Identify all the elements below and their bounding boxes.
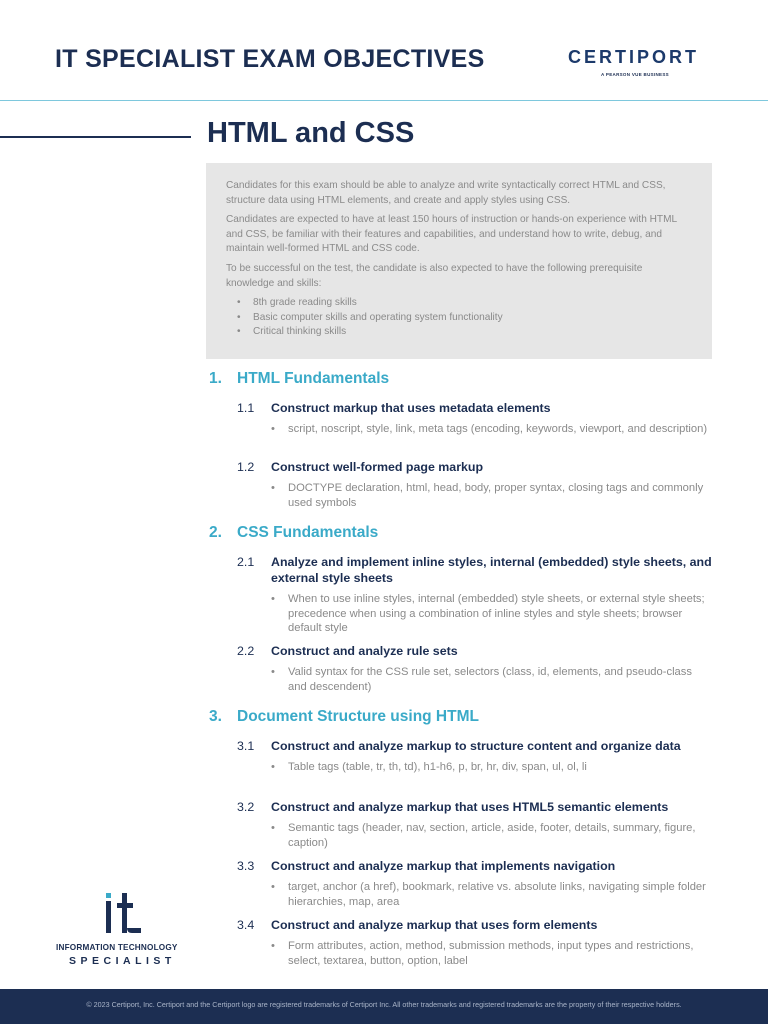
objective-detail: • Valid syntax for the CSS rule set, selectors (class, id, elements, and pseudo-class and descendent)	[237, 665, 715, 694]
section-number: 3.	[209, 708, 222, 725]
objective-number: 1.1	[237, 401, 255, 415]
objective-title-text: Construct and analyze markup that uses HTML5 semantic elements	[271, 800, 669, 814]
objective-title-text: Construct and analyze markup to structure content and organize data	[271, 739, 681, 753]
objective-title	[237, 799, 715, 815]
objective-title	[237, 554, 715, 586]
objective-number: 2.2	[237, 644, 255, 658]
objective-title	[237, 400, 715, 416]
intro-paragraph: Candidates for this exam should be able to analyze and write syntactically correct HTML and CSS, structure data using HTML elements, and create and apply styles using CSS.	[226, 180, 666, 206]
objective-3-3	[237, 858, 715, 909]
section-number: 2.	[209, 524, 222, 541]
objective-number: 3.3	[237, 859, 255, 873]
prerequisite-item: • Basic computer skills and operating system functionality	[226, 311, 692, 326]
objective-detail: • DOCTYPE declaration, html, head, body, proper syntax, closing tags and commonly used symbols	[237, 481, 715, 510]
objective-number: 1.2	[237, 460, 255, 474]
prerequisite-list	[226, 296, 692, 340]
it-specialist-logo	[56, 893, 194, 968]
certiport-logo	[568, 47, 713, 81]
objective-title-text: Analyze and implement inline styles, internal (embedded) style sheets, and external style sheets	[271, 555, 712, 585]
objective-title-text: Construct and analyze markup that uses form elements	[271, 918, 598, 932]
objective-number: 3.4	[237, 918, 255, 932]
certiport-logo-tagline: A PEARSON VUE BUSINESS	[601, 72, 669, 77]
objective-detail: • Form attributes, action, method, submission methods, input types and restrictions, select, textarea, button, option, label	[237, 939, 715, 968]
prerequisite-item: • Critical thinking skills	[226, 325, 692, 340]
objective-title	[237, 643, 715, 659]
section-css-fundamentals	[209, 524, 719, 542]
objective-title-text: Construct and analyze rule sets	[271, 644, 458, 658]
certiport-logo-word: CERTIPORT	[568, 47, 700, 67]
section-html-fundamentals	[209, 370, 719, 388]
objective-detail: • When to use inline styles, internal (embedded) style sheets, or external style sheets; precedence when using a combination of inline styles and style sheets; browser default style	[237, 592, 715, 636]
objective-title	[237, 738, 715, 754]
it-logo-line1: INFORMATION TECHNOLOGY	[56, 943, 178, 952]
section-title-text: Document Structure using HTML	[237, 708, 479, 725]
section-title	[209, 708, 719, 726]
objective-detail: • script, noscript, style, link, meta tags (encoding, keywords, viewport, and description)	[237, 422, 715, 437]
objective-title	[237, 858, 715, 874]
intro-box	[206, 163, 712, 359]
objective-detail: • Semantic tags (header, nav, section, article, aside, footer, details, summary, figure, caption)	[237, 821, 715, 850]
objective-3-1	[237, 738, 715, 775]
page-title: HTML and CSS	[207, 117, 415, 149]
page-footer	[0, 989, 768, 1024]
objective-3-2	[237, 799, 715, 850]
objective-detail: • target, anchor (a href), bookmark, relative vs. absolute links, navigating simple folder hierarchies, map, area	[237, 880, 715, 909]
it-logo-line2: SPECIALIST	[69, 955, 176, 967]
title-rule	[0, 136, 191, 138]
section-number: 1.	[209, 370, 222, 387]
objective-title	[237, 917, 715, 933]
it-logo-icon	[104, 893, 144, 933]
intro-paragraph: Candidates are expected to have at least 150 hours of instruction or hands-on experience with HTML and CSS, be familiar with their features and capabilities, and understand how to write, debug, and maintain well-formed HTML and CSS code.	[226, 214, 677, 255]
section-title-text: CSS Fundamentals	[237, 524, 379, 541]
objective-1-2	[237, 459, 715, 510]
objective-2-2	[237, 643, 715, 694]
objective-detail: • Table tags (table, tr, th, td), h1-h6, p, br, hr, div, span, ul, ol, li	[237, 760, 715, 775]
intro-paragraph: To be successful on the test, the candidate is also expected to have the following prerequisite knowledge and skills:	[226, 262, 643, 289]
section-title-text: HTML Fundamentals	[237, 370, 390, 387]
objective-number: 2.1	[237, 555, 255, 569]
footer-copyright: © 2023 Certiport, Inc. Certiport and the Certiport logo are registered trademarks of Certiport Inc. All other trademarks and registered trademarks are the property of their respective holders.	[86, 1000, 682, 1009]
objective-number: 3.2	[237, 800, 255, 814]
section-title	[209, 524, 719, 542]
objective-title	[237, 459, 715, 475]
section-title	[209, 370, 719, 388]
section-document-structure	[209, 708, 719, 726]
prerequisite-item: • 8th grade reading skills	[226, 296, 692, 311]
objective-2-1	[237, 554, 715, 636]
header-title: IT SPECIALIST EXAM OBJECTIVES	[55, 45, 485, 73]
objective-title-text: Construct and analyze markup that implements navigation	[271, 859, 616, 873]
objective-title-text: Construct markup that uses metadata elements	[271, 401, 551, 415]
objective-number: 3.1	[237, 739, 255, 753]
page-header	[0, 0, 768, 101]
objective-3-4	[237, 917, 715, 968]
objective-title-text: Construct well-formed page markup	[271, 460, 484, 474]
objective-1-1	[237, 400, 715, 437]
